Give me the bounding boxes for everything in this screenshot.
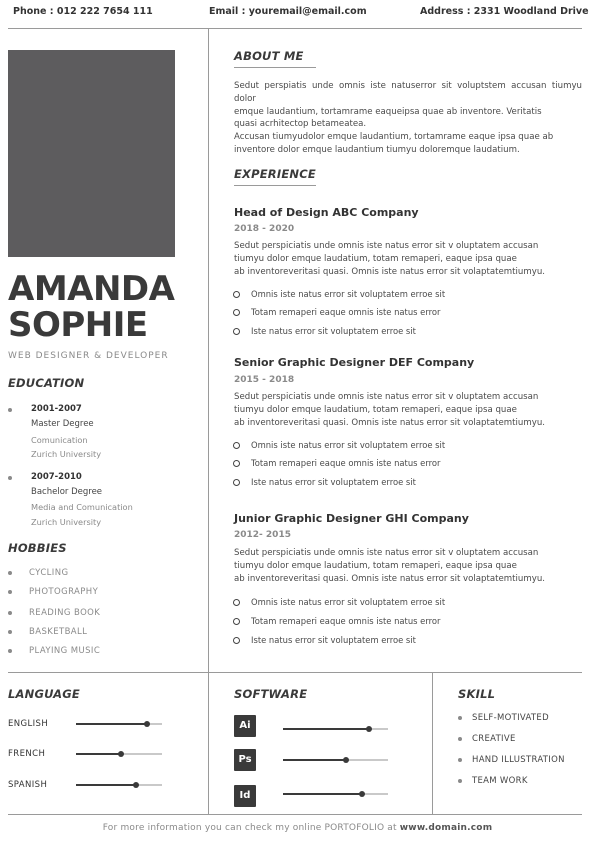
job-title: Senior Graphic Designer DEF Company (234, 356, 475, 369)
education-years: 2007-2010 (31, 472, 82, 482)
circle-bullet-icon (233, 637, 240, 644)
job-desc-line: Sedut perspiciatis unde omnis iste natus error sit v oluptatem accusan (234, 392, 539, 402)
about-line: emque laudantium, tortamrame eaqueipsa quae ab inventore. Veritatis (234, 106, 542, 117)
circle-bullet-icon (233, 479, 240, 486)
circle-bullet-icon (233, 291, 240, 298)
job-title: Junior Graphic Designer GHI Company (234, 512, 469, 525)
language-label: ENGLISH (8, 719, 49, 729)
job-desc-line: ab inventoreveritasi quasi. Omnis iste natus error sit volaptatemtiumyu. (234, 266, 546, 277)
footer-divider (8, 814, 582, 815)
skill-label: CREATIVE (472, 734, 516, 744)
education-years: 2001-2007 (31, 404, 82, 414)
software-heading: SOFTWARE (234, 687, 308, 701)
level-knob (343, 757, 349, 763)
job-bullet: Totam remaperi eaque omnis iste natus error (251, 307, 441, 317)
bullet-dot-icon (8, 476, 12, 480)
profile-photo (8, 50, 175, 257)
experience-heading: EXPERIENCE (234, 167, 316, 181)
bottom-divider-right (432, 673, 433, 814)
hobbies-heading: HOBBIES (8, 541, 67, 555)
bullet-dot-icon (8, 408, 12, 412)
bullet-dot-icon (8, 571, 12, 575)
level-fill (76, 723, 147, 725)
education-field: Comunication (31, 435, 88, 445)
job-desc-line: ab inventoreveritasi quasi. Omnis iste natus error sit volaptatemtiumyu. (234, 417, 546, 428)
about-heading: ABOUT ME (234, 49, 304, 63)
job-desc-line: tiumyu dolor emque laudatium, totam remaperi, eaque ipsa quae (234, 404, 517, 415)
job-years: 2015 - 2018 (234, 375, 295, 385)
job-desc-line: tiumyu dolor emque laudatium, totam remaperi, eaque ipsa quae (234, 560, 517, 571)
address-text: Address : 2331 Woodland Drive (420, 6, 589, 17)
education-heading: EDUCATION (8, 376, 85, 390)
circle-bullet-icon (233, 328, 240, 335)
language-label: SPANISH (8, 780, 48, 790)
top-divider (8, 28, 582, 29)
phone-text: Phone : 012 222 7654 111 (13, 6, 153, 17)
bullet-dot-icon (458, 758, 462, 762)
skill-heading: SKILL (458, 687, 496, 701)
indesign-icon: Id (234, 785, 256, 807)
photoshop-icon: Ps (234, 749, 256, 771)
bullet-dot-icon (458, 779, 462, 783)
last-name: SOPHIE (8, 305, 148, 345)
about-line: Sedut perspiatis unde omnis iste natuserror sit voluptstem accusan tiumyu dolor (234, 81, 582, 104)
level-fill (76, 753, 121, 755)
circle-bullet-icon (233, 460, 240, 467)
about-line: Accusan tiumyudolor emque laudantium, tortamrame eaque ipsa quae ab (234, 132, 554, 143)
email-text: Email : youremail@email.com (209, 6, 367, 17)
software-level-bar (283, 728, 388, 730)
footer-note (0, 823, 595, 833)
level-knob (366, 726, 372, 732)
level-fill (283, 728, 369, 730)
hobby-label: BASKETBALL (29, 627, 88, 637)
job-role: WEB DESIGNER & DEVELOPER (8, 351, 169, 361)
hobby-label: PLAYING MUSIC (29, 646, 101, 656)
bullet-dot-icon (458, 737, 462, 741)
bullet-dot-icon (8, 649, 12, 653)
illustrator-icon: Ai (234, 715, 256, 737)
job-years: 2018 - 2020 (234, 224, 295, 234)
bottom-section-divider (8, 672, 582, 673)
software-level-bar (283, 759, 388, 761)
job-bullet: Omnis iste natus error sit voluptatem erroe sit (251, 597, 446, 607)
job-bullet: Iste natus error sit voluptatem erroe sit (251, 326, 416, 336)
circle-bullet-icon (233, 309, 240, 316)
language-level-bar (76, 753, 162, 755)
bullet-dot-icon (8, 630, 12, 634)
hobby-label: PHOTOGRAPHY (29, 587, 99, 597)
education-school: Zurich University (31, 517, 102, 527)
job-desc-line: ab inventoreveritasi quasi. Omnis iste natus error sit volaptatemtiumyu. (234, 573, 546, 584)
circle-bullet-icon (233, 442, 240, 449)
skill-label: TEAM WORK (472, 776, 528, 786)
level-knob (144, 721, 150, 727)
hobby-label: CYCLING (29, 568, 69, 578)
education-school: Zurich University (31, 449, 102, 459)
language-level-bar (76, 784, 162, 786)
education-degree: Master Degree (31, 419, 94, 429)
job-desc-line: Sedut perspiciatis unde omnis iste natus error sit v oluptatem accusan (234, 548, 539, 558)
circle-bullet-icon (233, 599, 240, 606)
job-title: Head of Design ABC Company (234, 206, 419, 219)
language-level-bar (76, 723, 162, 725)
job-description (234, 547, 582, 585)
job-bullet: Iste natus error sit voluptatem erroe sit (251, 635, 416, 645)
skill-label: SELF-MOTIVATED (472, 713, 549, 723)
bottom-divider-left (208, 673, 209, 814)
skill-label: HAND ILLUSTRATION (472, 755, 565, 765)
job-bullet: Totam remaperi eaque omnis iste natus error (251, 458, 441, 468)
about-line: quasi acrhitectop betameatea. (234, 119, 367, 130)
level-knob (118, 751, 124, 757)
level-fill (283, 793, 362, 795)
first-name: AMANDA (8, 269, 175, 309)
job-bullet: Totam remaperi eaque omnis iste natus error (251, 616, 441, 626)
job-bullet: Omnis iste natus error sit voluptatem erroe sit (251, 289, 446, 299)
job-desc-line: Sedut perspiciatis unde omnis iste natus error sit v oluptatem accusan (234, 241, 539, 251)
experience-underline (234, 185, 316, 186)
portfolio-link[interactable]: www.domain.com (399, 823, 493, 833)
bullet-dot-icon (8, 611, 12, 615)
job-desc-line: tiumyu dolor emque laudatium, totam remaperi, eaque ipsa quae (234, 253, 517, 264)
level-fill (283, 759, 346, 761)
footer-text: For more information you can check my online PORTOFOLIO at (102, 823, 400, 833)
about-underline (234, 67, 316, 68)
level-knob (359, 791, 365, 797)
hobby-label: READING BOOK (29, 608, 101, 618)
about-text (234, 80, 582, 157)
level-knob (133, 782, 139, 788)
job-description (234, 240, 582, 278)
job-bullet: Omnis iste natus error sit voluptatem erroe sit (251, 440, 446, 450)
language-heading: LANGUAGE (8, 687, 80, 701)
column-divider (208, 29, 209, 673)
job-years: 2012- 2015 (234, 530, 291, 540)
education-field: Media and Comunication (31, 502, 133, 512)
circle-bullet-icon (233, 618, 240, 625)
job-bullet: Iste natus error sit voluptatem erroe sit (251, 477, 416, 487)
about-line: inventore dolor emque laudantium tiumyu doloremque laudatium. (234, 144, 520, 155)
job-description (234, 391, 582, 429)
level-fill (76, 784, 136, 786)
language-label: FRENCH (8, 749, 46, 759)
bullet-dot-icon (458, 716, 462, 720)
software-level-bar (283, 793, 388, 795)
education-degree: Bachelor Degree (31, 487, 103, 497)
bullet-dot-icon (8, 590, 12, 594)
